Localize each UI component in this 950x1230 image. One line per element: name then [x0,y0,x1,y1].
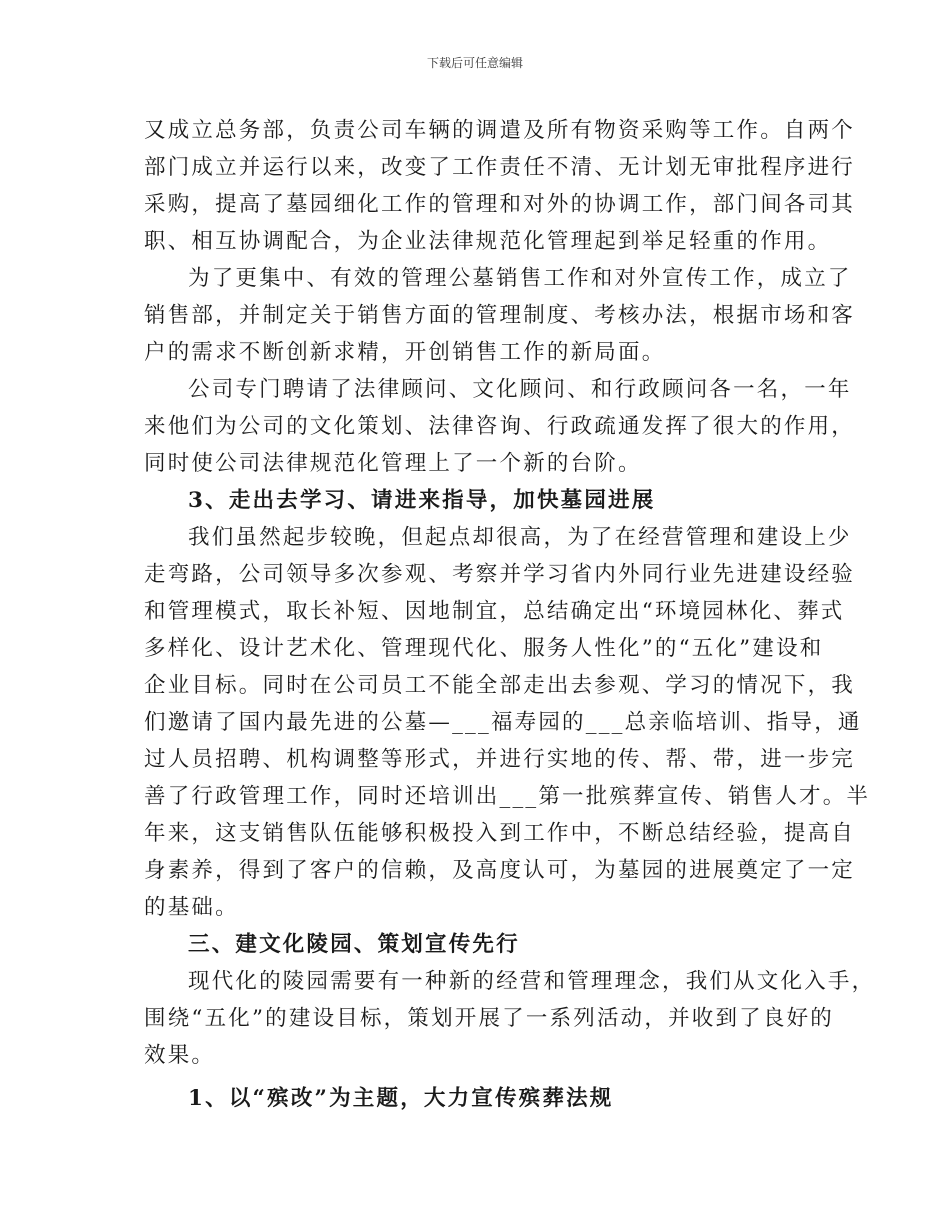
paragraph-line: 和管理模式，取长补短、因地制宜，总结确定出“环境园林化、葬式 [144,599,845,624]
paragraph-line: 为了更集中、有效的管理公墓销售工作和对外宣传工作，成立了 [188,266,852,291]
paragraph-line: 们邀请了国内最先进的公墓—___福寿园的___总亲临培训、指导，通 [144,710,862,735]
paragraph-line: 企业目标。同时在公司员工不能全部走出去参观、学习的情况下，我 [144,673,856,698]
paragraph-line: 公司专门聘请了法律顾问、文化顾问、和行政顾问各一名，一年 [188,377,852,402]
paragraph-line: 年来，这支销售队伍能够积极投入到工作中，不断总结经验，提高自 [144,821,856,846]
paragraph-line: 采购，提高了墓园细化工作的管理和对外的协调工作，部门间各司其 [144,192,856,217]
paragraph-line: 的基础。 [144,895,239,920]
section-heading: 三、建文化陵园、策划宣传先行 [188,932,520,957]
paragraph-line: 来他们为公司的文化策划、法律咨询、行政疏通发挥了很大的作用， [144,414,856,439]
paragraph-line: 身素养，得到了客户的信赖，及高度认可，为墓园的进展奠定了一定 [144,858,856,883]
paragraph-line: 围绕“五化”的建设目标，策划开展了一系列活动，并收到了良好的 [144,1006,834,1031]
paragraph-line: 效果。 [144,1043,216,1068]
paragraph-line: 部门成立并运行以来，改变了工作责任不清、无计划无审批程序进行 [144,155,856,180]
paragraph-line: 户的需求不断创新求精，开创销售工作的新局面。 [144,340,666,365]
paragraph-line: 销售部，并制定关于销售方面的管理制度、考核办法，根据市场和客 [144,303,856,328]
paragraph-line: 多样化、设计艺术化、管理现代化、服务人性化”的“五化”建设和 [144,636,824,661]
paragraph-line: 又成立总务部，负责公司车辆的调遣及所有物资采购等工作。自两个 [144,118,856,143]
paragraph-line: 过人员招聘、机构调整等形式，并进行实地的传、帮、带，进一步完 [144,747,856,772]
section-heading: 1、以“殡改”为主题，大力宣传殡葬法规 [188,1086,614,1111]
page-header: 下载后可任意编辑 [426,56,523,70]
paragraph-line: 职、相互协调配合，为企业法律规范化管理起到举足轻重的作用。 [144,229,832,254]
section-heading: 3、走出去学习、请进来指导，加快墓园进展 [188,488,656,513]
document-body [144,112,876,1117]
paragraph-line: 现代化的陵园需要有一种新的经营和管理理念，我们从文化入手， [188,969,876,994]
paragraph-line: 善了行政管理工作，同时还培训出___第一批殡葬宣传、销售人才。半 [144,784,871,809]
paragraph-line: 我们虽然起步较晚，但起点却很高，为了在经营管理和建设上少 [188,525,852,550]
paragraph-line: 走弯路，公司领导多次参观、考察并学习省内外同行业先进建设经验 [144,562,856,587]
paragraph-line: 同时使公司法律规范化管理上了一个新的台阶。 [144,451,642,476]
